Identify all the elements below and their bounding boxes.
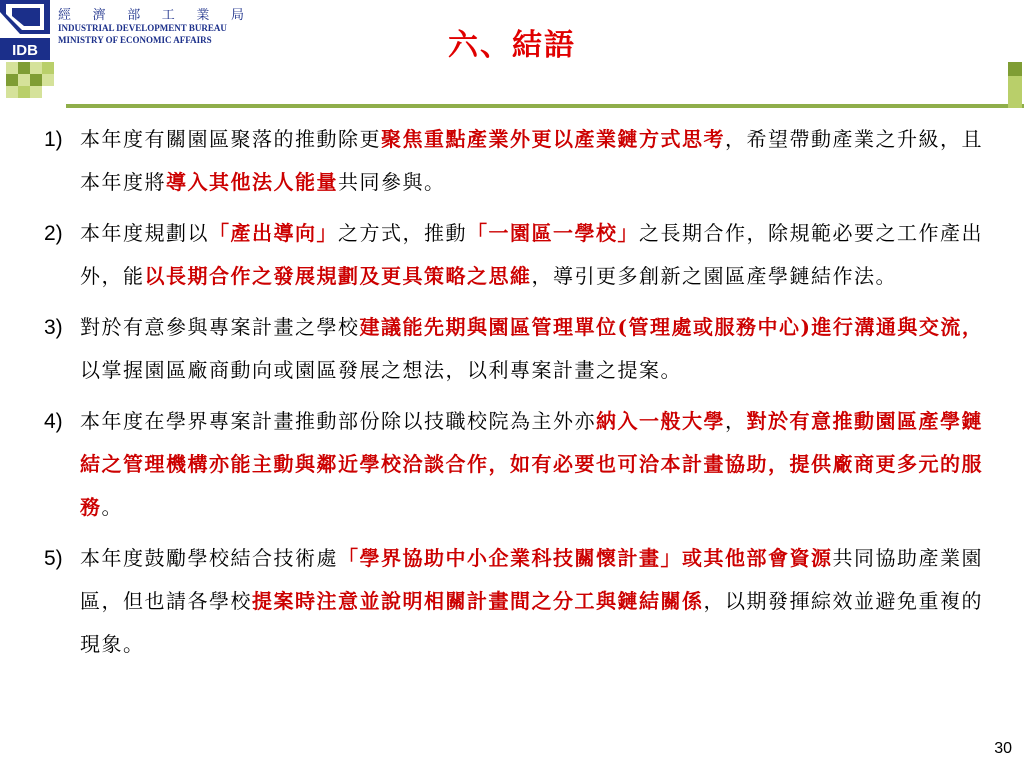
item-number: 3) bbox=[44, 316, 63, 339]
highlighted-text: 提案時注意並說明相關計畫間之分工與鏈結關係 bbox=[252, 589, 704, 613]
highlighted-text: 以長期合作之發展規劃及更具策略之思維 bbox=[144, 264, 532, 288]
list-item bbox=[44, 306, 994, 392]
text-segment: 共同參與。 bbox=[338, 170, 446, 194]
item-text bbox=[80, 400, 994, 529]
highlighted-text: 「一園區一學校」 bbox=[467, 221, 639, 245]
text-segment: 本年度有關園區聚落的推動除更 bbox=[80, 127, 381, 151]
logo-abbr: IDB bbox=[12, 42, 38, 59]
highlighted-text: 「產出導向」 bbox=[209, 221, 338, 245]
list-item bbox=[44, 212, 994, 298]
highlighted-text: 導入其他法人能量 bbox=[166, 170, 338, 194]
conclusion-list bbox=[44, 118, 994, 674]
text-segment: ，以期發揮綜效並避免重複的現象。 bbox=[80, 589, 983, 656]
item-text bbox=[80, 537, 994, 666]
logo-cn-char: 經 bbox=[58, 8, 72, 23]
logo-cn-char: 部 bbox=[127, 8, 141, 23]
text-segment: 之長期合作，除規範必要之工作產出外，能 bbox=[80, 221, 983, 288]
list-item bbox=[44, 537, 994, 666]
logo-cn-char: 業 bbox=[196, 8, 210, 23]
text-segment: 共同協助產業園區，但也請各學校 bbox=[80, 546, 983, 613]
text-segment: 。 bbox=[101, 495, 123, 519]
text-segment: ，希望帶動產業之升級，且本年度將 bbox=[80, 127, 983, 194]
text-segment: 本年度規劃以 bbox=[80, 221, 209, 245]
logo-cn-char: 工 bbox=[161, 8, 175, 23]
text-segment: 本年度在學界專案計畫推動部份除以技職校院為主外亦 bbox=[80, 409, 596, 433]
logo-cn-char: 局 bbox=[230, 8, 244, 23]
item-text bbox=[80, 118, 994, 204]
highlighted-text: 建議能先期與園區管理單位(管理處或服務中心)進行溝通與交流， bbox=[359, 315, 984, 339]
logo-cn-char: 濟 bbox=[92, 8, 106, 23]
decorative-checker-pattern bbox=[6, 62, 66, 102]
text-segment: ，導引更多創新之園區產學鏈結作法。 bbox=[531, 264, 897, 288]
text-segment: ， bbox=[725, 409, 747, 433]
logo-en-line2: MINISTRY OF ECONOMIC AFFAIRS bbox=[58, 35, 212, 45]
header-divider bbox=[66, 104, 1024, 108]
text-segment: 之方式，推動 bbox=[338, 221, 467, 245]
text-segment: 對於有意參與專案計畫之學校 bbox=[80, 315, 360, 339]
item-number: 2) bbox=[44, 222, 63, 245]
list-item bbox=[44, 400, 994, 529]
item-text bbox=[80, 212, 994, 298]
text-segment: 本年度鼓勵學校結合技術處 bbox=[80, 546, 338, 570]
item-number: 1) bbox=[44, 128, 63, 151]
slide-title: 六、結語 bbox=[448, 28, 576, 63]
list-item bbox=[44, 118, 994, 204]
item-number: 4) bbox=[44, 410, 63, 433]
highlighted-text: 「學界協助中小企業科技關懷計畫」或其他部會資源 bbox=[338, 546, 833, 570]
header-right-bar-accent bbox=[1008, 62, 1022, 76]
highlighted-text: 對於有意推動園區產學鏈結之管理機構亦能主動與鄰近學校洽談合作，如有必要也可洽本計畫協助，提供廠商更多元的服務 bbox=[80, 409, 983, 519]
logo-en-line1: INDUSTRIAL DEVELOPMENT BUREAU bbox=[58, 23, 227, 33]
item-number: 5) bbox=[44, 547, 63, 570]
page-number: 30 bbox=[994, 740, 1012, 757]
text-segment: 以掌握園區廠商動向或園區發展之想法，以利專案計畫之提案。 bbox=[80, 358, 682, 382]
item-text bbox=[80, 306, 994, 392]
highlighted-text: 納入一般大學 bbox=[596, 409, 725, 433]
highlighted-text: 聚焦重點產業外更以產業鏈方式思考 bbox=[381, 127, 725, 151]
